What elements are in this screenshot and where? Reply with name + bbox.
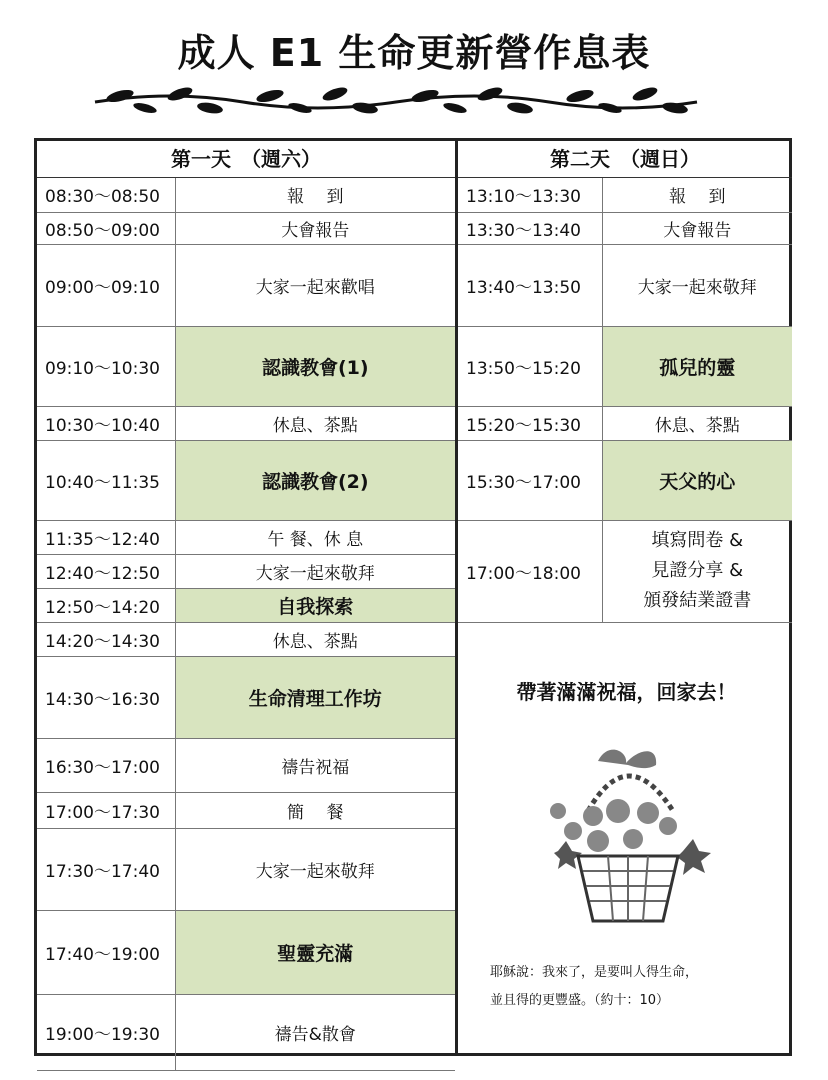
verse-line: 並且得的更豐盛。（約十：10） xyxy=(490,993,670,1008)
table-row xyxy=(37,738,455,792)
table-row xyxy=(37,828,455,910)
activity-cell: 大家一起來敬拜 xyxy=(602,244,792,326)
table-row xyxy=(37,244,455,326)
activity-cell: 自我探索 xyxy=(175,588,455,622)
table-row xyxy=(37,406,455,440)
time-cell: 13:30～13:40 xyxy=(458,212,602,244)
activity-cell: 孤兒的靈 xyxy=(602,326,792,406)
day1-column xyxy=(37,141,455,1071)
table-row xyxy=(458,212,792,244)
page-title: 成人 E1 生命更新營作息表 xyxy=(177,31,651,75)
activity-cell: 休息、茶點 xyxy=(602,406,792,440)
table-row xyxy=(37,994,455,1070)
table-row xyxy=(37,178,455,212)
bible-verse xyxy=(490,959,790,1015)
activity-cell: 休息、茶點 xyxy=(175,622,455,656)
time-cell: 13:10～13:30 xyxy=(458,178,602,212)
time-cell: 12:40～12:50 xyxy=(37,554,175,588)
table-row xyxy=(37,554,455,588)
activity-cell: 大會報告 xyxy=(602,212,792,244)
table-row xyxy=(37,520,455,554)
activity-cell xyxy=(602,520,792,622)
time-cell: 09:10～10:30 xyxy=(37,326,175,406)
time-cell: 16:30～17:00 xyxy=(37,738,175,792)
time-cell: 17:00～17:30 xyxy=(37,792,175,828)
time-cell: 13:40～13:50 xyxy=(458,244,602,326)
table-row xyxy=(37,656,455,738)
table-row xyxy=(458,178,792,212)
table-row xyxy=(37,910,455,994)
time-cell: 08:50～09:00 xyxy=(37,212,175,244)
time-cell: 15:30～17:00 xyxy=(458,440,602,520)
table-row xyxy=(458,244,792,326)
time-cell: 08:30～08:50 xyxy=(37,178,175,212)
time-cell: 13:50～15:20 xyxy=(458,326,602,406)
activity-cell: 聖靈充滿 xyxy=(175,910,455,994)
activity-cell: 休息、茶點 xyxy=(175,406,455,440)
flower-basket-icon xyxy=(538,741,718,931)
day1-table xyxy=(37,178,455,1071)
table-row xyxy=(37,588,455,622)
table-row xyxy=(37,212,455,244)
table-row xyxy=(458,520,792,622)
leaf-vine-divider xyxy=(90,86,702,118)
activity-cell: 午 餐、休 息 xyxy=(175,520,455,554)
table-row xyxy=(37,326,455,406)
time-cell: 14:30～16:30 xyxy=(37,656,175,738)
time-cell: 17:30～17:40 xyxy=(37,828,175,910)
time-cell: 10:40～11:35 xyxy=(37,440,175,520)
table-row xyxy=(458,326,792,406)
activity-cell: 禱告&散會 xyxy=(175,994,455,1070)
activity-cell: 禱告祝福 xyxy=(175,738,455,792)
schedule-table xyxy=(34,138,792,1056)
time-cell: 17:00～18:00 xyxy=(458,520,602,622)
day2-column xyxy=(455,141,792,1053)
activity-line: 頒發結業證書 xyxy=(643,590,752,611)
activity-cell: 報 到 xyxy=(175,178,455,212)
activity-cell: 大會報告 xyxy=(175,212,455,244)
time-cell: 19:00～19:30 xyxy=(37,994,175,1070)
time-cell: 14:20～14:30 xyxy=(37,622,175,656)
table-row xyxy=(458,440,792,520)
verse-line: 耶穌說：我來了，是要叫人得生命， xyxy=(490,965,699,980)
activity-cell: 生命清理工作坊 xyxy=(175,656,455,738)
time-cell: 17:40～19:00 xyxy=(37,910,175,994)
activity-cell: 大家一起來歡唱 xyxy=(175,244,455,326)
table-row xyxy=(458,406,792,440)
time-cell: 11:35～12:40 xyxy=(37,520,175,554)
blessing-text: 帶著滿滿祝福，回家去！ xyxy=(516,680,737,704)
time-cell: 12:50～14:20 xyxy=(37,588,175,622)
activity-cell: 大家一起來敬拜 xyxy=(175,554,455,588)
table-row xyxy=(37,792,455,828)
activity-line: 見證分享 & xyxy=(651,560,744,581)
activity-cell: 認識教會(1) xyxy=(175,326,455,406)
activity-cell: 大家一起來敬拜 xyxy=(175,828,455,910)
time-cell: 09:00～09:10 xyxy=(37,244,175,326)
time-cell: 10:30～10:40 xyxy=(37,406,175,440)
activity-cell: 簡 餐 xyxy=(175,792,455,828)
table-row xyxy=(37,622,455,656)
day2-header: 第二天 （週日） xyxy=(458,141,792,178)
activity-cell: 認識教會(2) xyxy=(175,440,455,520)
activity-cell: 天父的心 xyxy=(602,440,792,520)
day2-table xyxy=(458,178,792,623)
table-row xyxy=(37,440,455,520)
activity-line: 填寫問卷 & xyxy=(651,530,744,551)
activity-cell: 報 到 xyxy=(602,178,792,212)
day1-header: 第一天 （週六） xyxy=(37,141,455,178)
time-cell: 15:20～15:30 xyxy=(458,406,602,440)
